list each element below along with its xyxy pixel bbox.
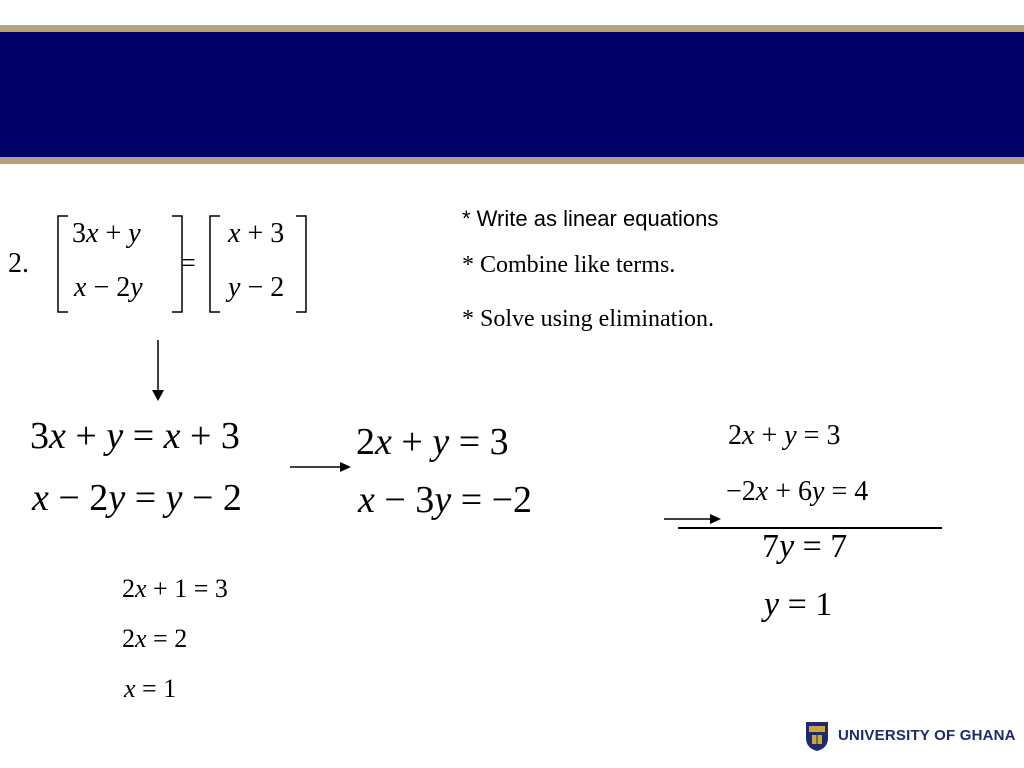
substitution-step1: 2x + 1 = 3: [122, 574, 228, 603]
bullet-elimination: * Solve using elimination.: [462, 306, 714, 332]
elimination-result: y = 1: [764, 586, 833, 623]
matrix-right-row1: x + 3: [228, 218, 285, 249]
elimination-equation1: 2x + y = 3: [728, 420, 841, 451]
problem-number: 2.: [8, 248, 29, 279]
matrix-left-row1: 3x + y: [72, 218, 141, 249]
elimination-equation2: −2x + 6y = 4: [726, 476, 869, 507]
system2-equation2: x − 3y = −2: [358, 479, 533, 521]
substitution-step2: 2x = 2: [122, 624, 188, 653]
right-arrow-icon: [664, 512, 722, 526]
system2-equation1: 2x + y = 3: [356, 421, 509, 463]
header-gold-stripe-top: [0, 25, 1024, 32]
down-arrow-icon: [150, 340, 166, 402]
matrix-equals: =: [180, 248, 196, 279]
substitution-step3: x = 1: [124, 674, 177, 703]
header-gold-stripe-bottom: [0, 157, 1024, 164]
matrix-right-row2: y − 2: [228, 272, 285, 303]
system1-equation1: 3x + y = x + 3: [30, 415, 240, 457]
university-crest-icon: [804, 720, 830, 752]
bullet-write-linear: * Write as linear equations: [462, 206, 719, 231]
header-title-bar: [0, 32, 1024, 157]
matrix-left-row2: x − 2y: [74, 272, 143, 303]
university-name-logo: UNIVERSITY OF GHANA: [838, 727, 1016, 744]
bullet-combine-terms: * Combine like terms.: [462, 252, 676, 278]
system1-equation2: x − 2y = y − 2: [32, 477, 242, 519]
right-arrow-icon: [290, 460, 352, 474]
elimination-sum: 7y = 7: [762, 528, 848, 565]
